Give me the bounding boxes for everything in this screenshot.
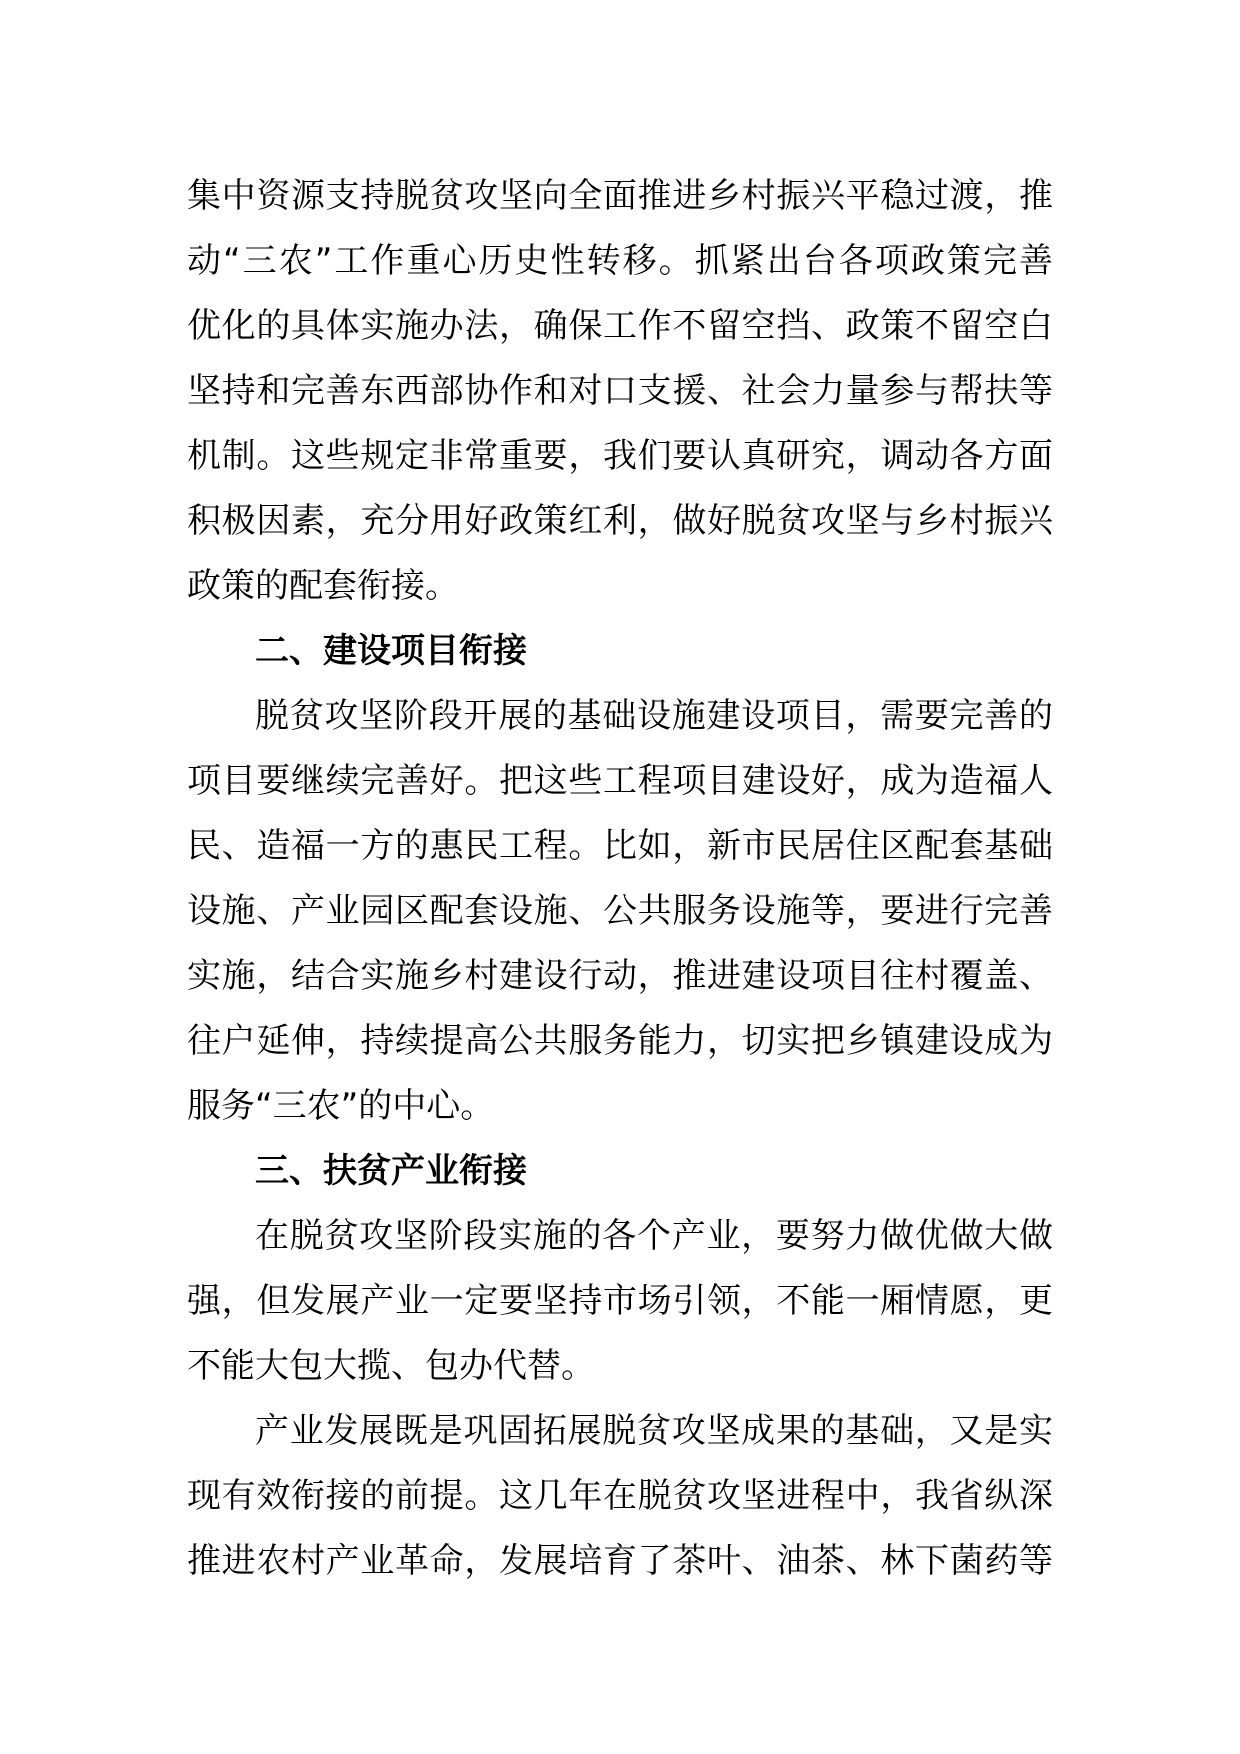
paragraph-line: 积极因素，充分用好政策红利，做好脱贫攻坚与乡村振兴: [187, 501, 1053, 541]
paragraph-line: 往户延伸，持续提高公共服务能力，切实把乡镇建设成为: [187, 1021, 1053, 1061]
paragraph-line: 不能大包大揽、包办代替。: [187, 1346, 595, 1386]
paragraph-line: 动“三农”工作重心历史性转移。抓紧出台各项政策完善: [187, 241, 1053, 281]
paragraph-line: 在脱贫攻坚阶段实施的各个产业，要努力做优做大做: [255, 1216, 1053, 1256]
document-body: [187, 164, 1053, 1594]
paragraph: [187, 684, 1053, 1139]
paragraph-line: 强，但发展产业一定要坚持市场引领，不能一厢情愿，更: [187, 1281, 1053, 1321]
paragraph-line: 机制。这些规定非常重要，我们要认真研究，调动各方面: [187, 436, 1053, 476]
section-heading: 三、扶贫产业衔接: [255, 1151, 527, 1191]
paragraph-line: 现有效衔接的前提。这几年在脱贫攻坚进程中，我省纵深: [187, 1476, 1053, 1516]
paragraph-line: 民、造福一方的惠民工程。比如，新市民居住区配套基础: [187, 826, 1053, 866]
paragraph-line: 项目要继续完善好。把这些工程项目建设好，成为造福人: [187, 761, 1053, 801]
paragraph: [187, 1399, 1053, 1594]
paragraph-line: 脱贫攻坚阶段开展的基础设施建设项目，需要完善的: [255, 696, 1053, 736]
paragraph-line: 产业发展既是巩固拓展脱贫攻坚成果的基础，又是实: [255, 1411, 1053, 1451]
paragraph-line: 服务“三农”的中心。: [187, 1086, 495, 1126]
paragraph-line: 推进农村产业革命，发展培育了茶叶、油茶、林下菌药等: [187, 1541, 1053, 1581]
paragraph: [187, 1204, 1053, 1399]
paragraph-line: 集中资源支持脱贫攻坚向全面推进乡村振兴平稳过渡，推: [187, 176, 1053, 216]
paragraph: [187, 164, 1053, 619]
paragraph-line: 设施、产业园区配套设施、公共服务设施等，要进行完善: [187, 891, 1053, 931]
paragraph-line: 优化的具体实施办法，确保工作不留空挡、政策不留空白: [187, 306, 1053, 346]
section-heading: 二、建设项目衔接: [255, 631, 527, 671]
paragraph-line: 坚持和完善东西部协作和对口支援、社会力量参与帮扶等: [187, 371, 1053, 411]
paragraph-line: 实施，结合实施乡村建设行动，推进建设项目往村覆盖、: [187, 956, 1053, 996]
paragraph-line: 政策的配套衔接。: [187, 566, 459, 606]
